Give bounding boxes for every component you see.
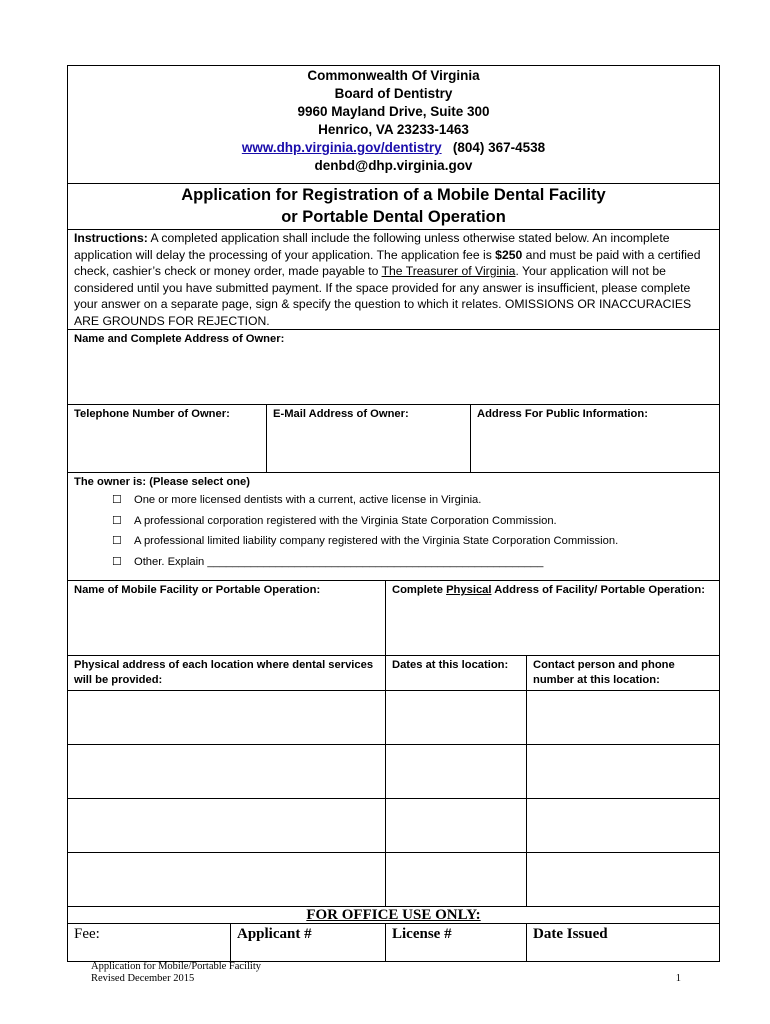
owner-type-label: The owner is: (Please select one)	[74, 476, 250, 488]
location-dates-cell[interactable]	[386, 799, 527, 852]
locations-header-row	[68, 656, 719, 691]
location-contact-cell[interactable]	[527, 799, 719, 852]
header-contact-line	[68, 139, 719, 157]
office-applicant-label: Applicant #	[231, 924, 386, 961]
facility-row	[68, 581, 719, 656]
location-row	[68, 691, 719, 745]
header-state: Commonwealth Of Virginia	[307, 68, 480, 83]
location-contact-cell[interactable]	[527, 691, 719, 744]
location-dates-cell[interactable]	[386, 745, 527, 798]
footer-form-name: Application for Mobile/Portable Facility	[91, 961, 262, 972]
board-header	[68, 66, 719, 184]
facility-address-suffix: Address of Facility/ Portable Operation:	[491, 584, 705, 596]
application-form	[67, 65, 720, 962]
header-board: Board of Dentistry	[334, 86, 453, 101]
checkbox-icon[interactable]: ☐	[112, 555, 122, 568]
location-contact-cell[interactable]	[527, 853, 719, 906]
facility-name-field[interactable]	[68, 581, 386, 655]
public-address-label: Address For Public Information:	[477, 408, 648, 420]
instructions	[68, 230, 719, 330]
owner-option-llc[interactable]	[74, 531, 713, 552]
owner-email-field[interactable]	[267, 405, 471, 472]
fee-amount: $250	[495, 247, 523, 262]
office-use-row	[68, 923, 719, 961]
instructions-text1: A completed application shall include the following unless otherwise stated below. An incomplete application will delay the processing of your application. The application fee is	[74, 231, 670, 262]
location-contact-cell[interactable]	[527, 745, 719, 798]
office-license-label: License #	[386, 924, 527, 961]
checkbox-icon[interactable]: ☐	[112, 535, 122, 547]
physical-emphasis: Physical	[446, 584, 492, 596]
payee-name: The Treasurer of Virginia	[381, 264, 516, 278]
owner-email-label: E-Mail Address of Owner:	[273, 408, 409, 420]
facility-address-prefix: Complete	[392, 584, 447, 596]
option-label: One or more licensed dentists with a current, active license in Virginia.	[134, 494, 482, 506]
facility-address-field[interactable]	[386, 581, 719, 655]
form-title-line1: Application for Registration of a Mobile Dental Facility	[181, 186, 606, 204]
page-footer	[91, 961, 681, 985]
header-email: denbd@dhp.virginia.gov	[314, 158, 473, 173]
facility-name-label: Name of Mobile Facility or Portable Operation:	[74, 584, 321, 596]
owner-option-corporation[interactable]	[74, 511, 713, 532]
instructions-text3: . Your application will not be considered until you have submitted payment. If the space provided for any answer is insufficient, please complete your answer on a separate page, sign & specify the question to which it relates. OMISSIONS OR INACCURACIES ARE GROUNDS FOR REJECTION.	[74, 264, 692, 328]
form-title-line2: or Portable Dental Operation	[281, 208, 506, 226]
page-number: 1	[675, 973, 681, 984]
location-address-cell[interactable]	[68, 691, 386, 744]
locations-address-header: Physical address of each location where dental services will be provided:	[68, 656, 386, 690]
location-address-cell[interactable]	[68, 799, 386, 852]
option-label: A professional limited liability company registered with the Virginia State Corporation Commission.	[134, 535, 619, 547]
location-dates-cell[interactable]	[386, 691, 527, 744]
instructions-text2: and must be paid with a certified check, cashier’s check or money order, made payable to	[74, 247, 701, 278]
owner-phone-field[interactable]	[68, 405, 267, 472]
public-address-field[interactable]	[471, 405, 719, 472]
location-address-cell[interactable]	[68, 745, 386, 798]
location-address-cell[interactable]	[68, 853, 386, 906]
office-fee-label: Fee:	[68, 924, 231, 961]
footer-revision: Revised December 2015	[91, 973, 195, 984]
owner-phone-label: Telephone Number of Owner:	[74, 408, 230, 420]
location-row	[68, 745, 719, 799]
website-link[interactable]: www.dhp.virginia.gov/dentistry	[241, 140, 442, 155]
owner-option-other[interactable]	[74, 552, 713, 573]
option-label: A professional corporation registered with the Virginia State Corporation Commission.	[134, 514, 557, 527]
locations-contact-header: Contact person and phone number at this location:	[533, 659, 675, 686]
instructions-lead: Instructions:	[74, 231, 148, 245]
location-row	[68, 799, 719, 853]
owner-option-dentists[interactable]	[74, 490, 713, 511]
owner-name-field[interactable]	[68, 330, 719, 405]
owner-name-label: Name and Complete Address of Owner:	[74, 333, 285, 345]
header-phone: (804) 367-4538	[452, 140, 546, 155]
office-date-issued-label: Date Issued	[533, 926, 608, 942]
owner-contact-row	[68, 405, 719, 473]
location-dates-cell[interactable]	[386, 853, 527, 906]
locations-dates-header: Dates at this location:	[386, 656, 527, 690]
office-use-heading: FOR OFFICE USE ONLY:	[306, 907, 481, 923]
header-city: Henrico, VA 23233-1463	[318, 122, 469, 137]
location-row	[68, 853, 719, 907]
checkbox-icon[interactable]: ☐	[112, 494, 122, 506]
option-label: Other. Explain ______________________________________________________	[134, 555, 544, 568]
form-title	[68, 184, 719, 230]
owner-type-section	[68, 473, 719, 581]
header-street: 9960 Mayland Drive, Suite 300	[297, 104, 490, 119]
checkbox-icon[interactable]: ☐	[112, 514, 122, 527]
